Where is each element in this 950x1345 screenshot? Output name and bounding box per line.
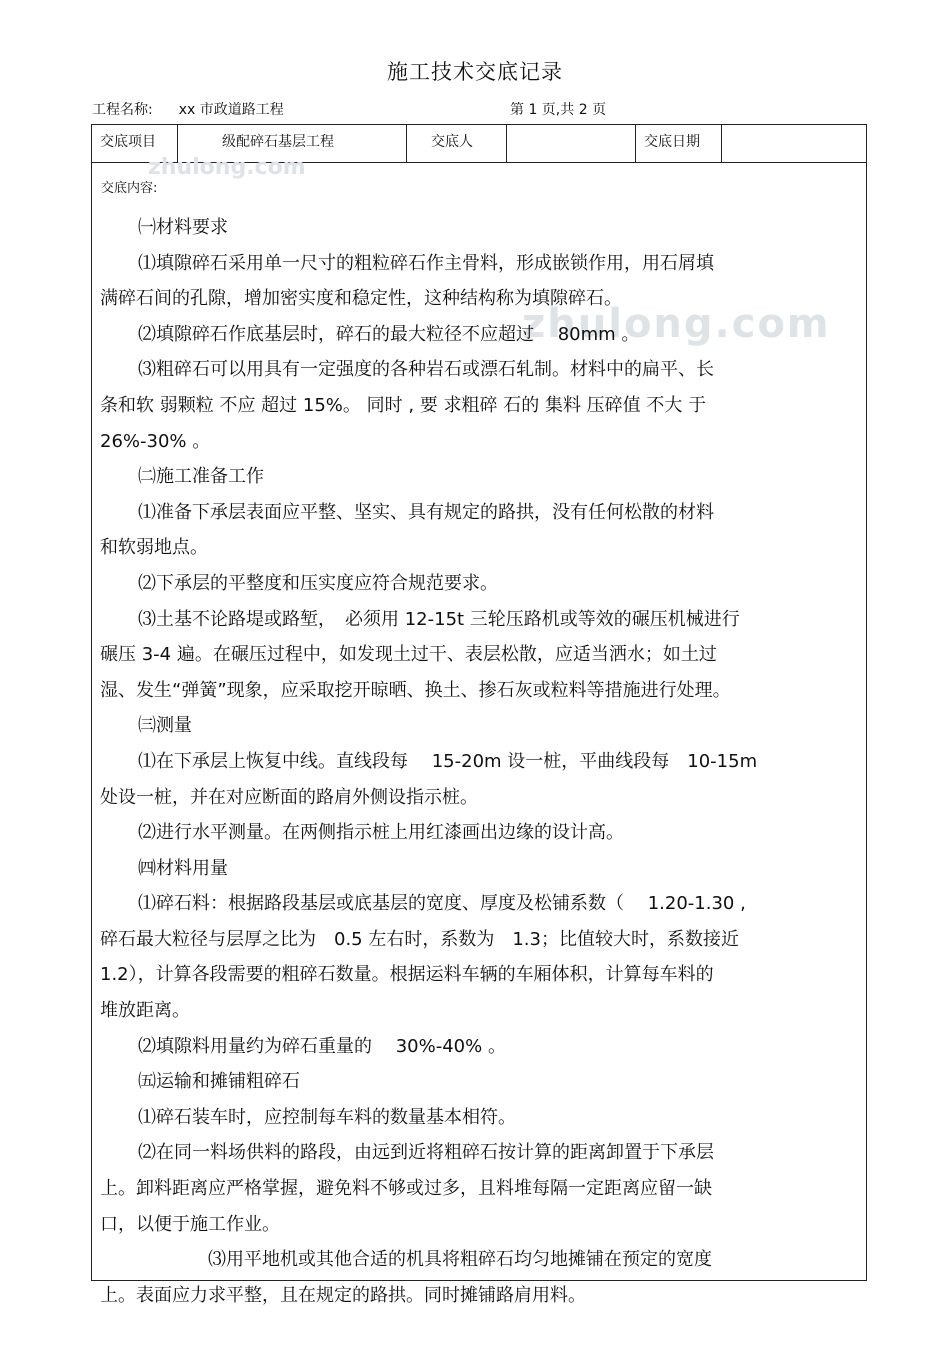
content-line: ⑴碎石装车时，应控制每车料的数量基本相符。 (138, 1106, 516, 1128)
content-line: 处设一桩，并在对应断面的路肩外侧设指示桩。 (100, 786, 478, 808)
person-label: 交底人 (407, 125, 507, 162)
content-line: ⑶土基不论路堤或路堑， 必须用 12-15t 三轮压路机或等效的碾压机械进行 (138, 608, 740, 630)
content-line: ⑵填隙料用量约为碎石重量的 30%-40% 。 (138, 1035, 506, 1057)
person-value (507, 125, 636, 162)
content-line: 碾压 3-4 遍。在碾压过程中，如发现土过干、表层松散，应适当洒水；如土过 (100, 644, 717, 666)
project-name-value: xx 市政道路工程 (178, 102, 284, 118)
content-line: 上。卸料距离应严格掌握，避免料不够或过多，且料堆每隔一定距离应留一缺 (100, 1178, 712, 1200)
form-header-row (92, 125, 866, 163)
content-line: ⑵填隙碎石作底基层时，碎石的最大粒径不应超过 80mm 。 (138, 323, 640, 345)
content-line: ㈢测量 (138, 715, 192, 737)
page-info: 第 1 页,共 2 页 (510, 102, 607, 118)
item-label: 交底项目 (92, 125, 178, 162)
date-label: 交底日期 (636, 125, 722, 162)
content-line: ⑶用平地机或其他合适的机具将粗碎石均匀地摊铺在预定的宽度 (208, 1249, 712, 1271)
content-line: ⑴准备下承层表面应平整、坚实、具有规定的路拱，没有任何松散的材料 (138, 501, 714, 523)
document-title: 施工技术交底记录 (387, 60, 563, 84)
content-line: 满碎石间的孔隙，增加密实度和稳定性，这种结构称为填隙碎石。 (100, 288, 622, 310)
content-line: 口，以便于施工作业。 (100, 1213, 280, 1235)
watermark: zhulong.com (148, 155, 306, 180)
project-name-label: 工程名称: (92, 102, 153, 118)
content-line: 1.2），计算各段需要的粗碎石数量。根据运料车辆的车厢体积，计算每车料的 (100, 964, 714, 986)
content-line: ⑴填隙碎石采用单一尺寸的粗粒碎石作主骨料，形成嵌锁作用，用石屑填 (138, 252, 714, 274)
content-body (100, 210, 860, 1313)
content-line: 和软弱地点。 (100, 537, 208, 559)
watermark: zhulong.com (522, 301, 831, 347)
content-line: 上。表面应力求平整，且在规定的路拱。同时摊铺路肩用料。 (100, 1284, 586, 1306)
content-line: ⑵在同一料场供料的路段，由远到近将粗碎石按计算的距离卸置于下承层 (138, 1142, 714, 1164)
content-label: 交底内容: (101, 181, 158, 196)
content-line: 26%-30% 。 (100, 430, 211, 452)
project-name-row (92, 99, 284, 119)
content-line: ㈤运输和摊铺粗碎石 (138, 1071, 300, 1093)
content-line: 堆放距离。 (100, 1000, 190, 1022)
disclosure-form (91, 124, 867, 1306)
content-line: ⑴碎石料：根据路段基层或底基层的宽度、厚度及松铺系数（ 1.20-1.30 , (138, 893, 746, 915)
content-line: ㈣材料用量 (138, 857, 228, 879)
item-value: 级配碎石基层工程 (178, 125, 407, 162)
content-line: ㈠材料要求 (138, 217, 228, 238)
content-line: 条和软 弱颗粒 不应 超过 15%。 同时 , 要 求粗碎 石的 集料 压碎值 不大 于 (100, 394, 707, 416)
content-line: 湿、发生“弹簧”现象，应采取挖开晾晒、换土、掺石灰或粒料等措施进行处理。 (100, 679, 731, 701)
content-line: ⑶粗碎石可以用具有一定强度的各种岩石或漂石轧制。材料中的扁平、长 (138, 359, 714, 381)
content-line: ⑵下承层的平整度和压实度应符合规范要求。 (138, 572, 498, 594)
content-line: 碎石最大粒径与层厚之比为 0.5 左右时，系数为 1.3；比值较大时，系数接近 (100, 928, 739, 950)
content-line: ⑵进行水平测量。在两侧指示桩上用红漆画出边缘的设计高。 (138, 822, 624, 844)
date-value (722, 125, 866, 162)
content-line: ⑴在下承层上恢复中线。直线段每 15-20m 设一桩，平曲线段每 10-15m (138, 750, 758, 772)
content-line: ㈡施工准备工作 (138, 466, 264, 488)
